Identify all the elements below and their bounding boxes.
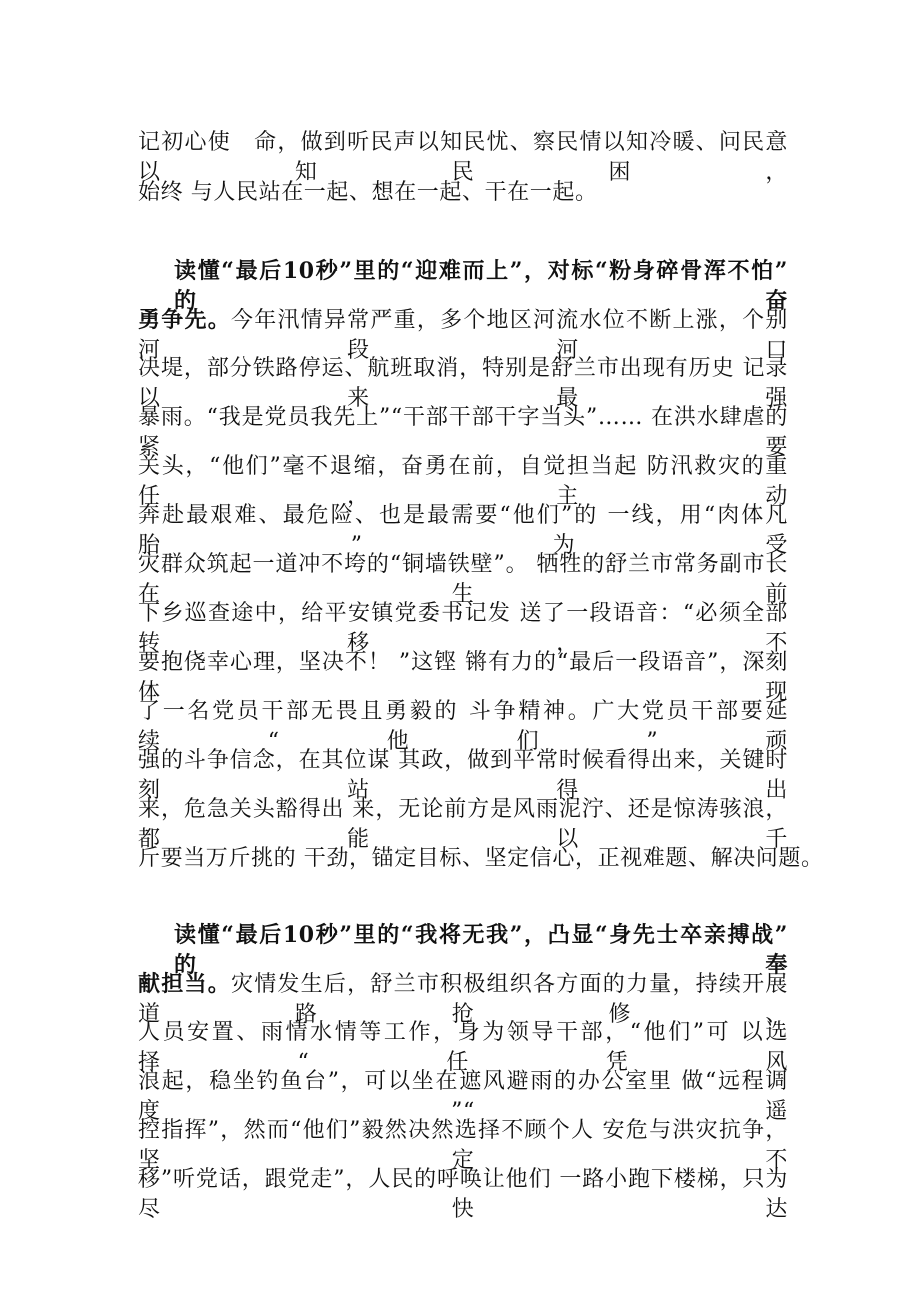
- paragraph-2-line-12: 来，危急关头豁得出 来，无论前方是风雨泥泞、还是惊涛骇浪，都能以千: [138, 797, 788, 852]
- paragraph-2-line-11: 强的斗争信念，在其位谋 其政，做到平常时候看得出来，关键时刻站得出: [138, 748, 788, 803]
- paragraph-3-line-2-text: 灾情发生后，舒兰市积极组织各方面的力量，持续开展 道路抢修、: [138, 972, 788, 1027]
- paragraph-2-line-2-text: 今年汛情异常严重，多个地区河流水位不断上涨，个别 河段河口: [138, 308, 788, 363]
- paragraph-1-line-2: 始终 与人民站在一起、想在一起、干在一起。: [138, 180, 598, 205]
- paragraph-2-heading-end: 勇争先。: [138, 307, 231, 333]
- paragraph-2-line-5: 关头，“他们”毫不退缩，奋勇在前，自觉担当起 防汛救灾的重任，主动: [138, 454, 788, 509]
- paragraph-3-line-4: 浪起，稳坐钓鱼台”，可以坐在遮风避雨的办公室里 做“远程调度”“遥: [138, 1069, 788, 1124]
- paragraph-2-line-6: 奔赴最艰难、最危险、也是最需要“他们”的 一线，用“肉体凡胎”为受: [138, 503, 788, 558]
- paragraph-2-line-3: 决堤，部分铁路停运、航班取消，特别是舒兰市出现有历史 记录以来最强: [138, 356, 788, 411]
- paragraph-3-line-5: 控指挥”，然而“他们”毅然决然选择不顾个人 安危与洪灾抗争，坚定不: [138, 1118, 788, 1173]
- paragraph-2-heading-line: 读懂“最后10秒”里的“迎难而上”，对标“粉身碎骨浑不怕” 的奋: [174, 258, 788, 314]
- paragraph-3-line-3: 人员安置、雨情水情等工作，身为领导干部，“他们”可 以选择“任凭风: [138, 1020, 788, 1075]
- paragraph-2-line-10: 了一名党员干部无畏且勇毅的 斗争精神。广大党员干部要延续“他们”顽: [138, 699, 788, 754]
- paragraph-3-heading-end: 献担当。: [138, 971, 231, 997]
- paragraph-2-line-7: 灾群众筑起一道冲不垮的“铜墙铁壁”。 牺牲的舒兰市常务副市长在生前: [138, 552, 788, 607]
- paragraph-1-line-1: 记初心使 命，做到听民声以知民忧、察民情以知冷暖、问民意以知民困，: [138, 130, 788, 185]
- paragraph-3-line-6: 移”听党话，跟党走”，人民的呼唤让他们 一路小跑下楼梯，只为尽快达: [138, 1167, 788, 1222]
- paragraph-2-line-4: 暴雨。“我是党员我先上”“干部干部干字当头”…… 在洪水肆虐的紧要: [138, 405, 788, 460]
- paragraph-2-line-8: 下乡巡查途中，给平安镇党委书记发 送了一段语音：“必须全部转移，不: [138, 601, 788, 656]
- paragraph-2-line-13: 斤要当万斤挑的 干劲，锚定目标、坚定信心，正视难题、解决问题。: [138, 846, 824, 871]
- paragraph-2-line-9: 要抱侥幸心理，坚决不！ ”这铿 锵有力的“最后一段语音”，深刻体现: [138, 650, 788, 705]
- paragraph-3-heading-line: 读懂“最后10秒”里的“我将无我”，凸显“身先士卒亲搏战” 的奉: [174, 922, 788, 978]
